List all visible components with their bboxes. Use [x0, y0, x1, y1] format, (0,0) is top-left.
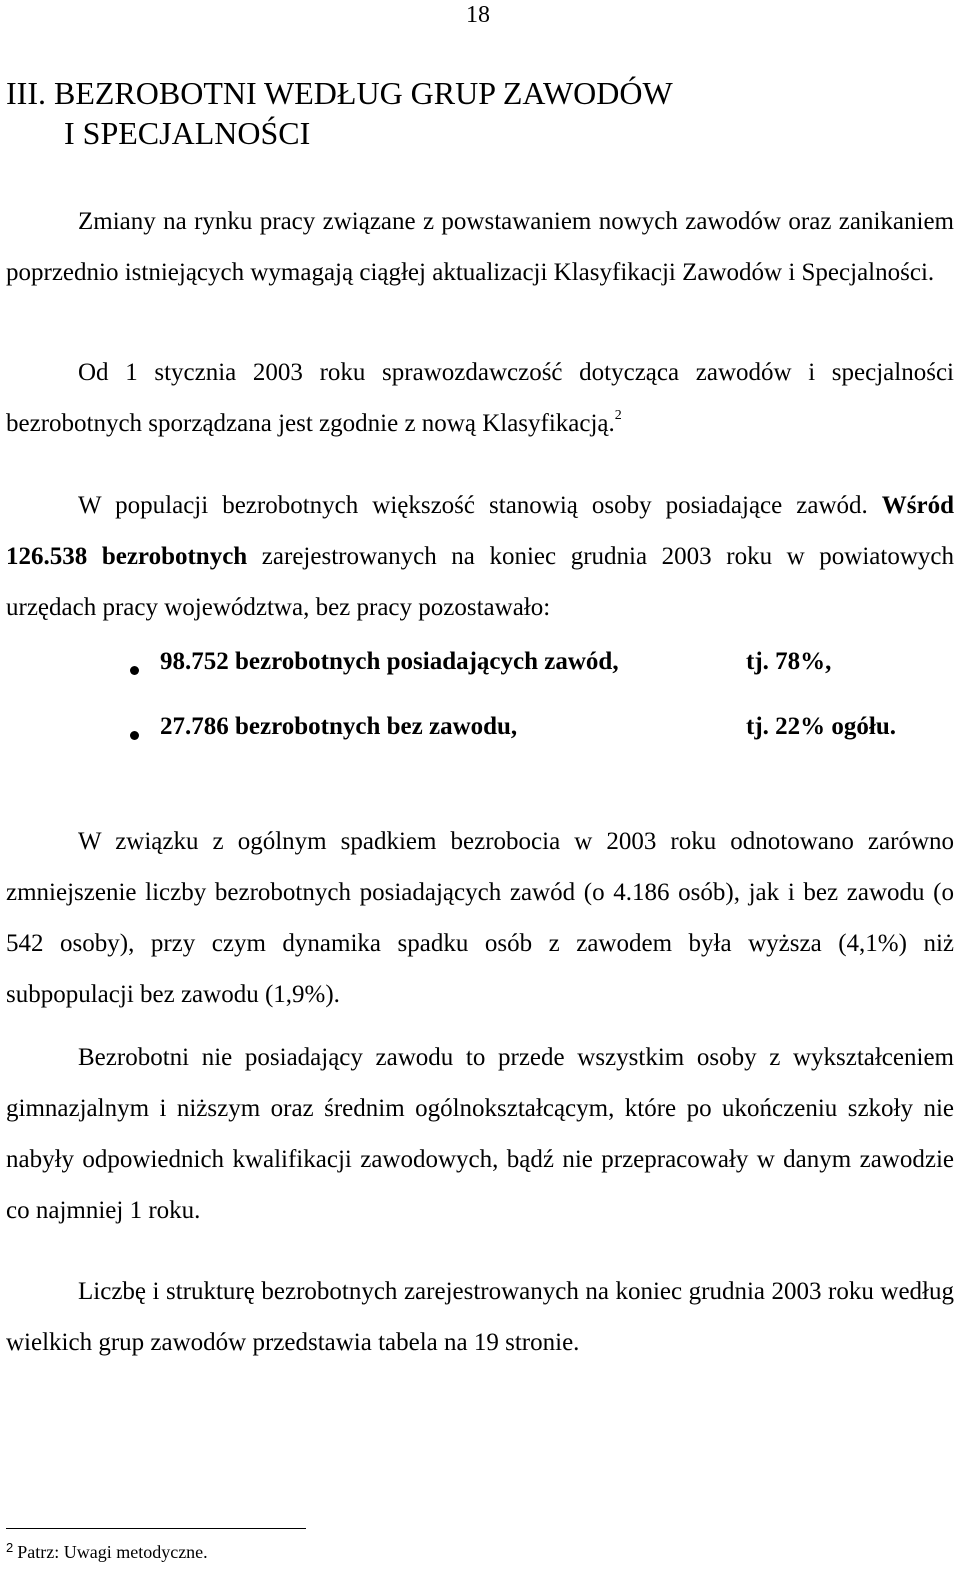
chapter-title-line-2: I SPECJALNOŚCI [64, 115, 311, 151]
paragraph-classification [6, 347, 954, 449]
footnote-reference: 2 [614, 408, 622, 423]
list-item [0, 713, 960, 778]
paragraph-population-text-b: zarejestrowanych na koniec grudnia 2003 roku w powiatowych urzędach pracy województwa, bez pracy pozostawało: [6, 543, 955, 621]
paragraph-population-bold: Wśród 126.538 bezrobotnych [6, 492, 954, 570]
paragraph-table-reference [6, 1266, 954, 1368]
paragraph-no-profession [6, 1032, 954, 1236]
paragraph-population [6, 480, 954, 633]
chapter-title-line-1: III. BEZROBOTNI WEDŁUG GRUP ZAWODÓW [6, 75, 673, 111]
list-item-text: 27.786 bezrobotnych bez zawodu, [160, 713, 518, 740]
bullet-icon [130, 666, 139, 675]
paragraph-intro [6, 196, 954, 298]
bullet-icon [130, 731, 139, 740]
paragraph-population-text-a: W populacji bezrobotnych większość stanowią osoby posiadające zawód. [78, 492, 868, 519]
footnote-text: Patrz: Uwagi metodyczne. [17, 1542, 208, 1562]
list-item-share: tj. 22% ogółu. [746, 713, 896, 740]
footnote [6, 1540, 208, 1563]
paragraph-table-reference-text: Liczbę i strukturę bezrobotnych zarejestrowanych na koniec grudnia 2003 roku według wielkich grup zawodów przedstawia tabela na 19 stronie. [6, 1278, 954, 1356]
paragraph-decline-text: W związku z ogólnym spadkiem bezrobocia w 2003 roku odnotowano zarówno zmniejszenie liczby bezrobotnych posiadających zawód (o 4.186 osób), jak i bez zawodu (o 542 osoby), przy czym dynamika spadku osób z zawodem była wyższa (4,1%) niż subpopulacji bez zawodu (1,9%). [6, 828, 954, 1008]
list-item-text: 98.752 bezrobotnych posiadających zawód, [160, 648, 619, 675]
page-number: 18 [466, 2, 490, 28]
list-item-share: tj. 78%, [746, 648, 832, 675]
paragraph-decline [6, 816, 954, 1020]
paragraph-intro-text: Zmiany na rynku pracy związane z powstawaniem nowych zawodów oraz zanikaniem poprzednio istniejących wymagają ciągłej aktualizacji Klasyfikacji Zawodów i Specjalności. [6, 208, 954, 286]
paragraph-no-profession-text: Bezrobotni nie posiadający zawodu to przede wszystkim osoby z wykształceniem gimnazjalnym i niższym oraz średnim ogólnokształcącym, które po ukończeniu szkoły nie nabyły odpowiednich kwalifikacji zawodowych, bądź nie przepracowały w danym zawodzie co najmniej 1 roku. [6, 1044, 954, 1224]
footnote-number: 2 [6, 1540, 14, 1555]
paragraph-classification-text: Od 1 stycznia 2003 roku sprawozdawczość dotycząca zawodów i specjalności bezrobotnych sporządzana jest zgodnie z nową Klasyfikacją. [6, 359, 954, 437]
list-item [0, 648, 960, 713]
footnote-divider [6, 1528, 306, 1529]
unemployed-breakdown-list [0, 648, 960, 778]
